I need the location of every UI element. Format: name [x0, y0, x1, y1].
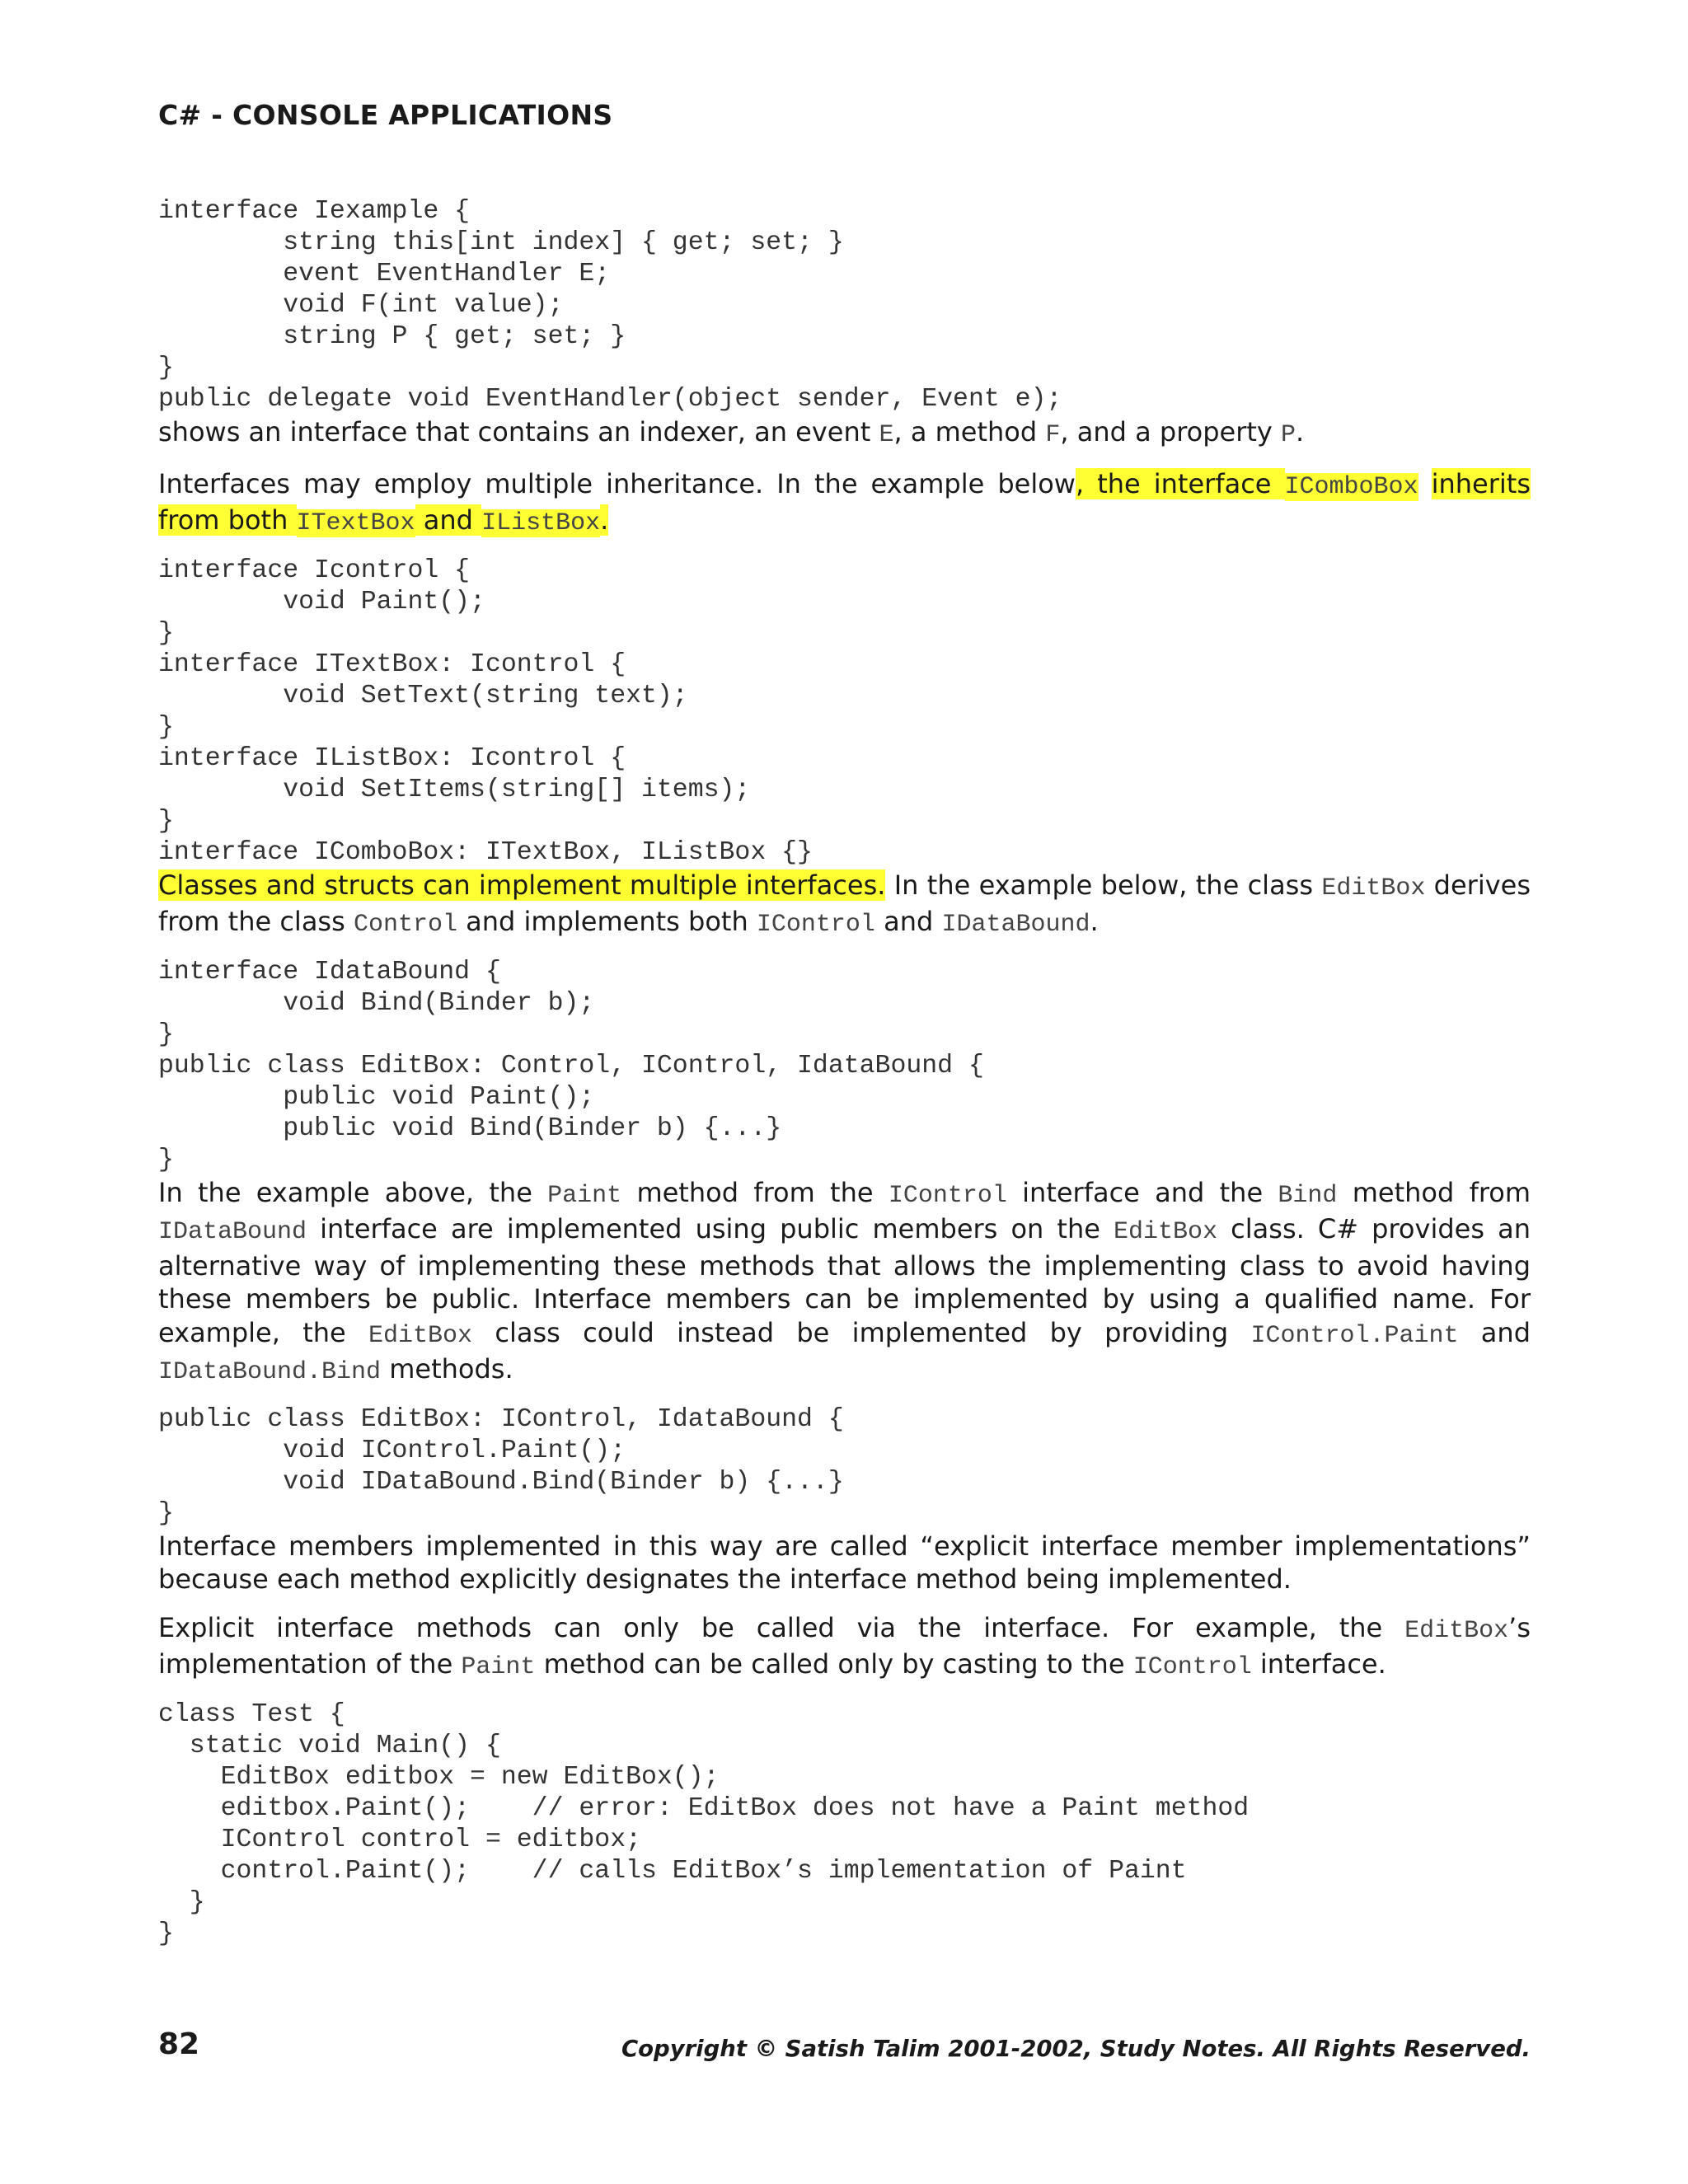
code-inline: F: [1045, 421, 1061, 449]
text: method can be called only by casting to the: [535, 1648, 1133, 1680]
paragraph-multiple-interfaces: [158, 869, 1531, 942]
page-number: 82: [158, 2027, 200, 2061]
highlighted-code-inline: IListBox: [481, 509, 601, 537]
text: class. C# provides an alternative way of implementing these methods that allows the implementing class to avoid having these members be public. Interface members can be implemented by using a qualified name. For example, the: [158, 1213, 1531, 1348]
highlighted-text: and: [415, 504, 482, 536]
text: interface.: [1251, 1648, 1386, 1680]
text: Interfaces may employ multiple inheritance. In the example below: [158, 467, 1076, 499]
paragraph-multiple-inheritance: [158, 467, 1531, 541]
document-page: [158, 0, 1531, 2184]
code-inline: EditBox: [1321, 874, 1426, 902]
code-test-class: class Test { static void Main() { EditBox editbox = new EditBox(); editbox.Paint(); // error: EditBox does not have a Paint method IControl control = editbox; control.Paint(); // calls EditBox’s implementation of Paint } }: [158, 1699, 1250, 1948]
highlighted-text: Classes and structs can implement multiple interfaces.: [158, 869, 886, 901]
code-inline: E: [879, 421, 894, 449]
text: interface are implemented using public members on the: [307, 1213, 1114, 1244]
highlighted-code-inline: IComboBox: [1284, 472, 1418, 501]
code-explicit-editbox: public class EditBox: IControl, IdataBound { void IControl.Paint(); void IDataBound.Bind(Binder b) {...} }: [158, 1404, 844, 1528]
code-inline: Bind: [1278, 1181, 1338, 1210]
code-inline: EditBox: [1404, 1616, 1509, 1645]
text: , and a property: [1060, 416, 1282, 448]
code-icontrol-interfaces: interface Icontrol { void Paint(); } interface ITextBox: Icontrol { void SetText(string text); } interface IListBox: Icontrol { void SetItems(string[] items); } interface IComboBox: ITextBox, IListBox {}: [158, 555, 813, 867]
code-inline: EditBox: [1114, 1218, 1218, 1246]
code-editbox-class: interface IdataBound { void Bind(Binder b); } public class EditBox: Control, IControl, IdataBound { public void Paint(); public void Bind(Binder b) {...} }: [158, 957, 984, 1174]
copyright-notice: Copyright © Satish Talim 2001-2002, Study Notes. All Rights Reserved.: [621, 2036, 1531, 2062]
code-inline: IControl: [1132, 1653, 1252, 1681]
highlighted-text: .: [600, 504, 609, 536]
code-inline: Paint: [547, 1181, 622, 1210]
highlighted-code-inline: ITextBox: [296, 509, 415, 537]
text: .: [1090, 906, 1099, 937]
page-header: C# - CONSOLE APPLICATIONS: [158, 99, 613, 131]
text: method from the: [621, 1176, 889, 1208]
text: shows an interface that contains an indexer, an event: [158, 416, 879, 448]
text: .: [1296, 416, 1305, 448]
code-inline: Control: [353, 911, 457, 939]
highlighted-text: , the interface: [1075, 467, 1285, 499]
text: and: [1458, 1316, 1531, 1348]
code-inline: IControl: [756, 911, 875, 939]
text: methods.: [381, 1353, 513, 1385]
text: ’s implementation of the: [158, 1611, 1531, 1680]
code-iexample: interface Iexample { string this[int index] { get; set; } event EventHandler E; void F(int value); string P { get; set; } } public delegate void EventHandler(object sender, Event e);: [158, 197, 1062, 414]
text: derives from the class: [158, 869, 1531, 937]
paragraph-explicit-intro: [158, 1176, 1531, 1390]
code-inline: Paint: [461, 1653, 536, 1681]
paragraph-iexample-description: [158, 415, 1531, 452]
text: class could instead be implemented by providing: [472, 1316, 1251, 1348]
text: method from: [1337, 1176, 1531, 1208]
text: Explicit interface methods can only be called via the interface. For example, the: [158, 1611, 1405, 1643]
text: and implements both: [457, 906, 757, 937]
text: interface and the: [1006, 1176, 1278, 1208]
code-inline: P: [1281, 421, 1296, 449]
code-inline: IDataBound: [158, 1218, 307, 1246]
code-inline: IDataBound: [941, 911, 1090, 939]
paragraph-explicit-definition: Interface members implemented in this way are called “explicit interface member implementations” because each method explicitly designates the interface method being implemented.: [158, 1530, 1531, 1595]
code-inline: IControl.Paint: [1250, 1321, 1459, 1350]
text: and: [874, 906, 942, 937]
text: In the example below, the class: [885, 869, 1322, 901]
text: In the example above, the: [158, 1176, 548, 1208]
code-inline: EditBox: [368, 1321, 473, 1350]
paragraph-explicit-calling: [158, 1611, 1531, 1685]
code-inline: IDataBound.Bind: [158, 1358, 382, 1386]
page-content: [158, 196, 1531, 1950]
highlighted-text: inherits from both: [158, 467, 1531, 536]
code-inline: IControl: [888, 1181, 1007, 1210]
text: , a method: [893, 416, 1046, 448]
